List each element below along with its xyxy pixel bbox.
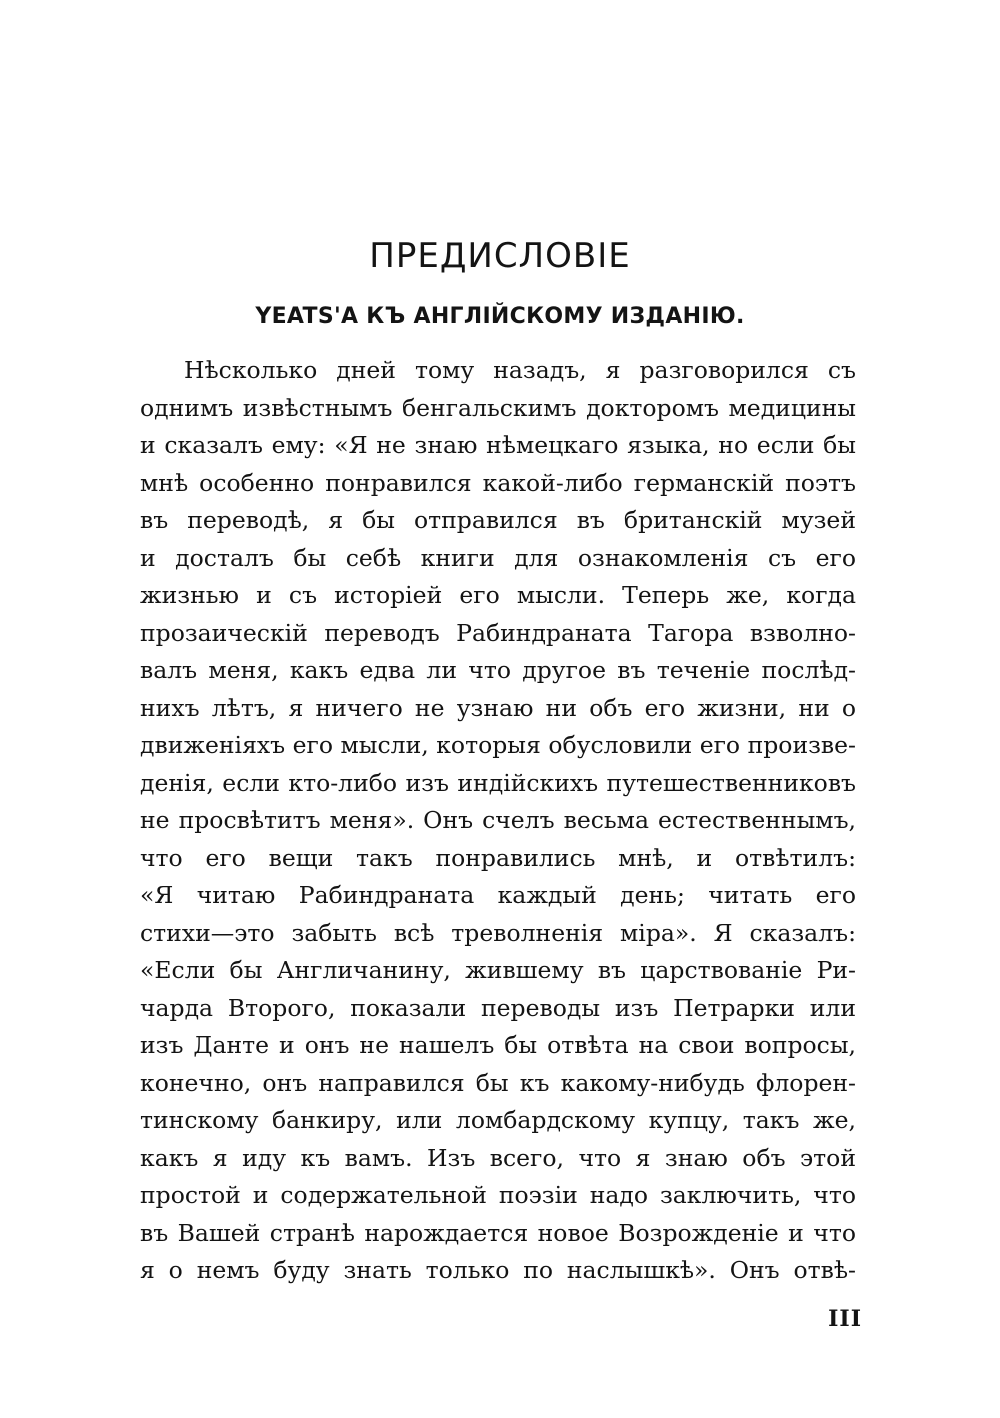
text-line: движенiяхъ его мысли, которыя обусловили его произве- [140, 731, 856, 759]
text-line: жизнью и съ исторiей его мысли. Теперь же, когда [140, 581, 856, 609]
text-line: «Я читаю Рабиндраната каждый день; читать его [140, 881, 856, 909]
text-line: тинскому банкиру, или ломбардскому купцу, такъ же, [140, 1106, 856, 1134]
text-line: простой и содержательной поэзiи надо заключить, что [140, 1181, 856, 1209]
text-line: какъ я иду къ вамъ. Изъ всего, что я знаю объ этой [140, 1143, 856, 1172]
text-line: однимъ извѣстнымъ бенгальскимъ докторомъ медицины [140, 393, 856, 422]
text-line: и сказалъ ему: «Я не знаю нѣмецкаго языка, но если бы [140, 431, 856, 459]
text-line: не просвѣтитъ меня». Онъ счелъ весьма естественнымъ, [140, 806, 856, 834]
text-line: нихъ лѣтъ, я ничего не узнаю ни объ его жизни, ни о [140, 693, 856, 722]
text-line: и досталъ бы себѣ книги для ознакомленiя съ его [140, 543, 856, 572]
text-line: конечно, онъ направился бы къ какому-нибудь флорен- [140, 1068, 856, 1097]
text-line: «Если бы Англичанину, жившему въ царствованiе Ри- [140, 956, 856, 984]
page-number: III [828, 1306, 862, 1332]
text-line: Нѣсколько дней тому назадъ, я разговорился съ [184, 356, 856, 384]
text-line: въ Вашей странѣ нарождается новое Возрожденiе и что [140, 1218, 856, 1247]
body-text [140, 352, 856, 1290]
text-line: денiя, если кто-либо изъ индiйскихъ путешественниковъ [140, 768, 856, 797]
page-title: ПРЕДИСЛОВIЕ [369, 236, 631, 276]
text-line: прозаическiй переводъ Рабиндраната Тагора взволно- [140, 618, 856, 647]
text-line: что его вещи такъ понравились мнѣ, и отвѣтилъ: [140, 843, 856, 872]
text-line: стихи—это забыть всѣ треволненiя мiра». Я сказалъ: [140, 918, 856, 947]
text-line: въ переводѣ, я бы отправился въ британскiй музей [140, 506, 856, 534]
text-line: изъ Данте и онъ не нашелъ бы отвѣта на свои вопросы, [140, 1031, 856, 1059]
text-line: чарда Второго, показали переводы изъ Петрарки или [140, 993, 856, 1022]
text-line: я о немъ буду знать только по наслышкѣ». Онъ отвѣ- [140, 1256, 856, 1284]
text-line: мнѣ особенно понравился какой-либо германскiй поэтъ [140, 468, 856, 497]
page-subtitle: YEATS'A КЪ АНГЛIЙСКОМУ ИЗДАНIЮ. [255, 304, 745, 329]
text-line: валъ меня, какъ едва ли что другое въ теченiе послѣд- [140, 656, 856, 684]
